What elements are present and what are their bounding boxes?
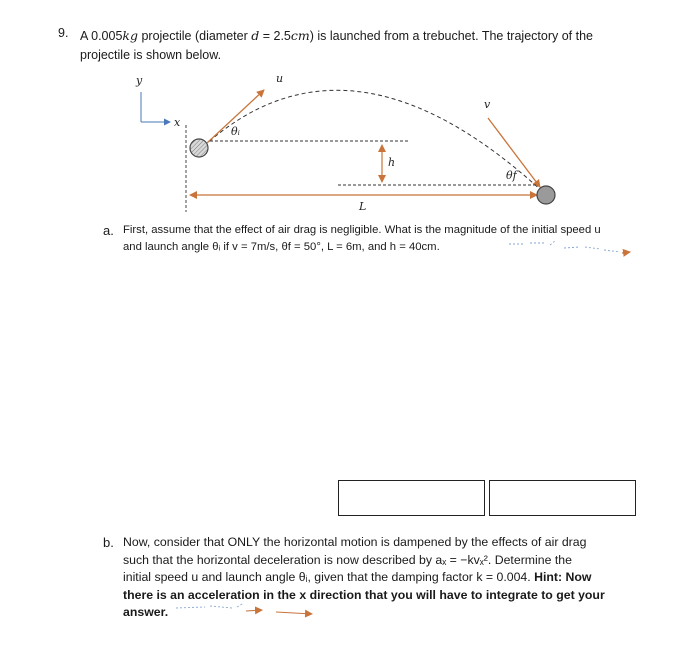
- intro-text-3: ) is launched from a trebuchet. The trajectory of the: [309, 29, 593, 43]
- intro-text-1: A 0.005: [80, 29, 123, 43]
- intro-line-2: projectile is shown below.: [80, 48, 222, 62]
- part-b-line-2: such that the horizontal deceleration is now described by aₓ = −kvₓ². Determine the: [123, 552, 572, 567]
- x-axis-label: x: [174, 116, 181, 129]
- intro-text-2: projectile (diameter: [137, 29, 252, 43]
- coordinate-axes: [135, 74, 181, 129]
- answer-box-2[interactable]: [489, 480, 636, 516]
- part-a-line-2: and launch angle θᵢ if v = 7m/s, θf = 50°, L = 6m, and h = 40cm.: [123, 241, 440, 253]
- part-b: [103, 534, 648, 622]
- question-number: 9.: [58, 26, 69, 40]
- hint-label: Hint: Now: [534, 570, 592, 585]
- intro-d-value: = 2.5: [259, 29, 291, 43]
- part-a: [103, 222, 648, 256]
- intro-cm-unit: cm: [290, 28, 310, 43]
- part-a-line-1: First, assume that the effect of air drag is negligible. What is the magnitude of the initial speed u: [123, 224, 601, 236]
- hint-line-2: there is an acceleration in the x direction that you will have to integrate to get your: [123, 587, 605, 602]
- L-label: L: [359, 200, 367, 213]
- theta-final-label: θf: [506, 169, 517, 182]
- intro-d-symbol: d: [251, 28, 260, 43]
- intro-mass-unit: kg: [122, 28, 138, 43]
- part-b-letter: b.: [103, 535, 114, 550]
- part-b-line-1: Now, consider that ONLY the horizontal motion is dampened by the effects of air drag: [123, 535, 587, 549]
- part-b-line-3: initial speed u and launch angle θᵢ, given that the damping factor k = 0.004.: [123, 570, 531, 585]
- u-label: u: [276, 72, 284, 85]
- hint-line-3: answer.: [123, 605, 169, 620]
- y-axis-label: y: [136, 74, 143, 87]
- trajectory-arc: [204, 90, 543, 192]
- answer-box-1[interactable]: [338, 480, 485, 516]
- part-a-letter: a.: [103, 223, 114, 238]
- v-label: v: [484, 98, 491, 111]
- final-projectile: [537, 186, 555, 204]
- theta-initial-label: θᵢ: [231, 125, 240, 138]
- h-label: h: [388, 156, 396, 169]
